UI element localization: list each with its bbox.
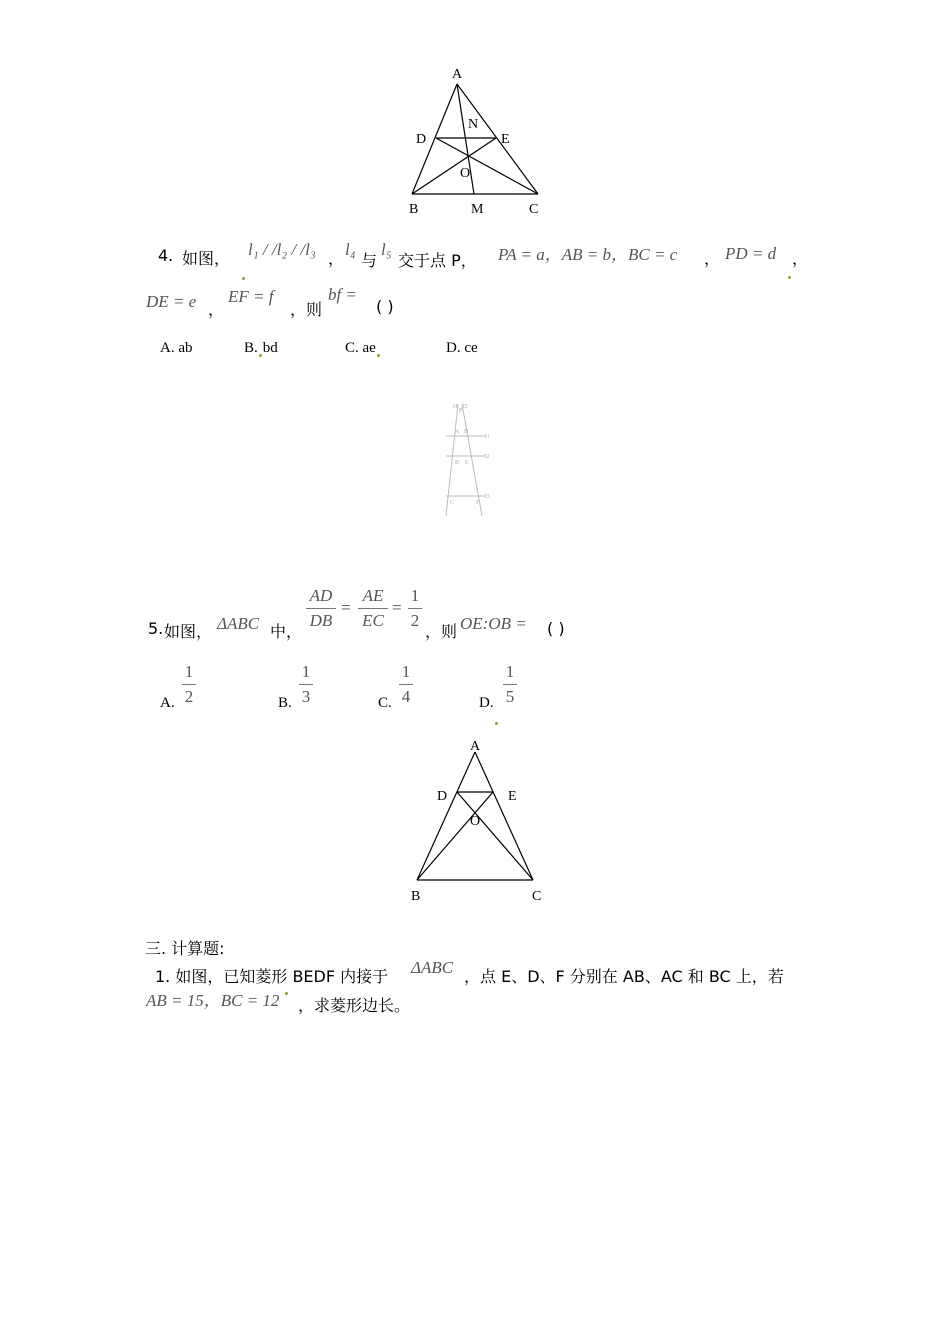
label-B: B <box>455 460 460 466</box>
q5-option-a-num: 1 <box>184 662 194 681</box>
q5-option-a-key: A. <box>160 695 175 711</box>
q4-cond4: EF = f <box>228 287 274 306</box>
label-O: O <box>470 814 481 829</box>
q5-option-d-fraction <box>503 662 517 707</box>
s3-q1-text-c: ，求菱形边长。 <box>298 996 411 1015</box>
label-C: C <box>450 500 455 506</box>
q5-fraction-ad-db <box>306 586 336 631</box>
label-l4: l4 <box>453 404 458 410</box>
label-B: B <box>409 202 419 217</box>
line-BE <box>417 792 493 880</box>
q5-ask: OE:OB = <box>460 614 527 633</box>
q4-parallel-lines: l₁ / /l₂ / /l₃ <box>248 240 316 259</box>
label-N: N <box>468 117 479 132</box>
figure-1-triangle-diagram <box>400 60 560 220</box>
label-C: C <box>532 889 542 904</box>
q4-l5: l₅ <box>381 240 392 259</box>
q5-option-c-fraction <box>399 662 413 707</box>
q4-option-b[interactable] <box>244 340 278 357</box>
label-D: D <box>437 789 448 804</box>
figure-2-parallel-lines-diagram <box>440 400 500 520</box>
q5-option-d-den: 5 <box>505 687 515 706</box>
q4-cond2: PD = d <box>725 244 777 263</box>
q5-paren: ( ) <box>547 619 565 638</box>
q5-mid: 中， <box>270 622 303 641</box>
q5-number: 5. <box>148 619 164 638</box>
q5-f1-numerator: AD <box>309 586 333 605</box>
q5-triangle: ΔABC <box>217 614 260 633</box>
q4-option-c[interactable] <box>345 340 381 357</box>
label-D: D <box>416 132 427 147</box>
q5-f2-numerator: AE <box>362 586 384 605</box>
label-l1: l1 <box>485 434 490 440</box>
q5-intro: 如图， <box>164 622 213 641</box>
q4-option-a-key: A. <box>160 340 175 356</box>
label-E: E <box>508 789 517 804</box>
label-A: A <box>470 739 481 754</box>
q5-eq1: = <box>341 598 351 617</box>
s3-q1-text-a: 1. 如图，已知菱形 BEDF 内接于 <box>155 967 389 986</box>
q4-option-d[interactable] <box>446 340 478 357</box>
line-AC <box>475 752 533 880</box>
q5-option-b-num: 1 <box>301 662 311 681</box>
label-l5: l5 <box>463 404 468 410</box>
q4-cond3: DE = e <box>146 292 197 311</box>
marker-dot-icon <box>495 722 498 725</box>
q4-ask: bf = <box>328 285 357 304</box>
q5-eq2: = <box>392 598 402 617</box>
q5-f1-denominator: DB <box>309 611 333 630</box>
label-B: B <box>411 889 421 904</box>
q4-l4: l₄ <box>345 240 356 259</box>
section-3-heading: 三. 计算题: <box>145 939 225 958</box>
label-l2: l2 <box>485 454 490 460</box>
q5-f3-numerator: 1 <box>410 586 420 605</box>
q5-option-a-den: 2 <box>184 687 194 706</box>
label-l3: l3 <box>485 494 490 500</box>
q4-number: 4. <box>158 246 174 265</box>
q5-option-b-den: 3 <box>301 687 311 706</box>
s3-q1-text-b: ，点 E、D、F 分别在 AB、AC 和 BC 上，若 <box>464 967 784 986</box>
q4-option-c-value: ae <box>362 340 376 356</box>
q4-meet: 交于点 P， <box>398 251 477 270</box>
marker-dot-icon <box>259 354 262 357</box>
q4-intro: 如图， <box>182 249 231 268</box>
q5-f3-denominator: 2 <box>410 611 420 630</box>
q5-fraction-ae-ec <box>358 586 388 631</box>
q4-option-d-value: ce <box>464 340 478 356</box>
q4-sep2: ， <box>704 249 721 268</box>
q4-option-a[interactable] <box>160 340 193 357</box>
s3-q1-triangle: ΔABC <box>411 958 454 977</box>
q5-option-d-key: D. <box>479 695 494 711</box>
q4-sep4: ， <box>208 300 225 319</box>
label-C: C <box>529 202 539 217</box>
marker-dot-icon <box>377 354 380 357</box>
line-AB <box>417 752 475 880</box>
marker-dot-icon <box>242 277 245 280</box>
line-CD <box>457 792 533 880</box>
q4-option-d-key: D. <box>446 340 461 356</box>
marker-dot-icon <box>285 992 288 995</box>
figure-3-triangle-diagram <box>400 732 560 910</box>
label-A: A <box>452 67 463 82</box>
q4-cond1: PA = a，AB = b，BC = c <box>498 245 678 264</box>
label-E: E <box>501 132 510 147</box>
q4-option-b-value: bd <box>262 340 278 356</box>
label-A: A <box>455 429 460 435</box>
s3-q1-condition: AB = 15，BC = 12 <box>146 991 280 1010</box>
label-F: F <box>476 500 480 506</box>
label-M: M <box>471 202 484 217</box>
q5-option-c-key: C. <box>378 695 392 711</box>
marker-dot-icon <box>788 276 791 279</box>
line-CD <box>436 138 538 194</box>
label-P: P <box>459 408 463 414</box>
q4-sep3: ， <box>792 249 809 268</box>
q4-option-b-key: B. <box>244 340 258 356</box>
q5-option-b-key: B. <box>278 695 292 711</box>
q4-paren: ( ) <box>376 297 394 316</box>
q5-option-c-den: 4 <box>401 687 411 706</box>
q5-option-c-num: 1 <box>401 662 411 681</box>
label-D: D <box>464 429 469 435</box>
q4-with: 与 <box>361 251 378 270</box>
q5-option-a-fraction <box>182 662 196 707</box>
q4-option-a-value: ab <box>178 340 193 356</box>
q5-option-b-fraction <box>299 662 313 707</box>
q5-option-d-num: 1 <box>505 662 515 681</box>
label-O: O <box>460 166 471 181</box>
q4-sep1: ， <box>328 249 345 268</box>
q5-fraction-one-half <box>408 586 422 631</box>
label-E: E <box>465 460 469 466</box>
q4-then: ，则 <box>290 300 323 319</box>
q5-then: ，则 <box>425 622 458 641</box>
q4-option-c-key: C. <box>345 340 359 356</box>
q5-f2-denominator: EC <box>362 611 384 630</box>
